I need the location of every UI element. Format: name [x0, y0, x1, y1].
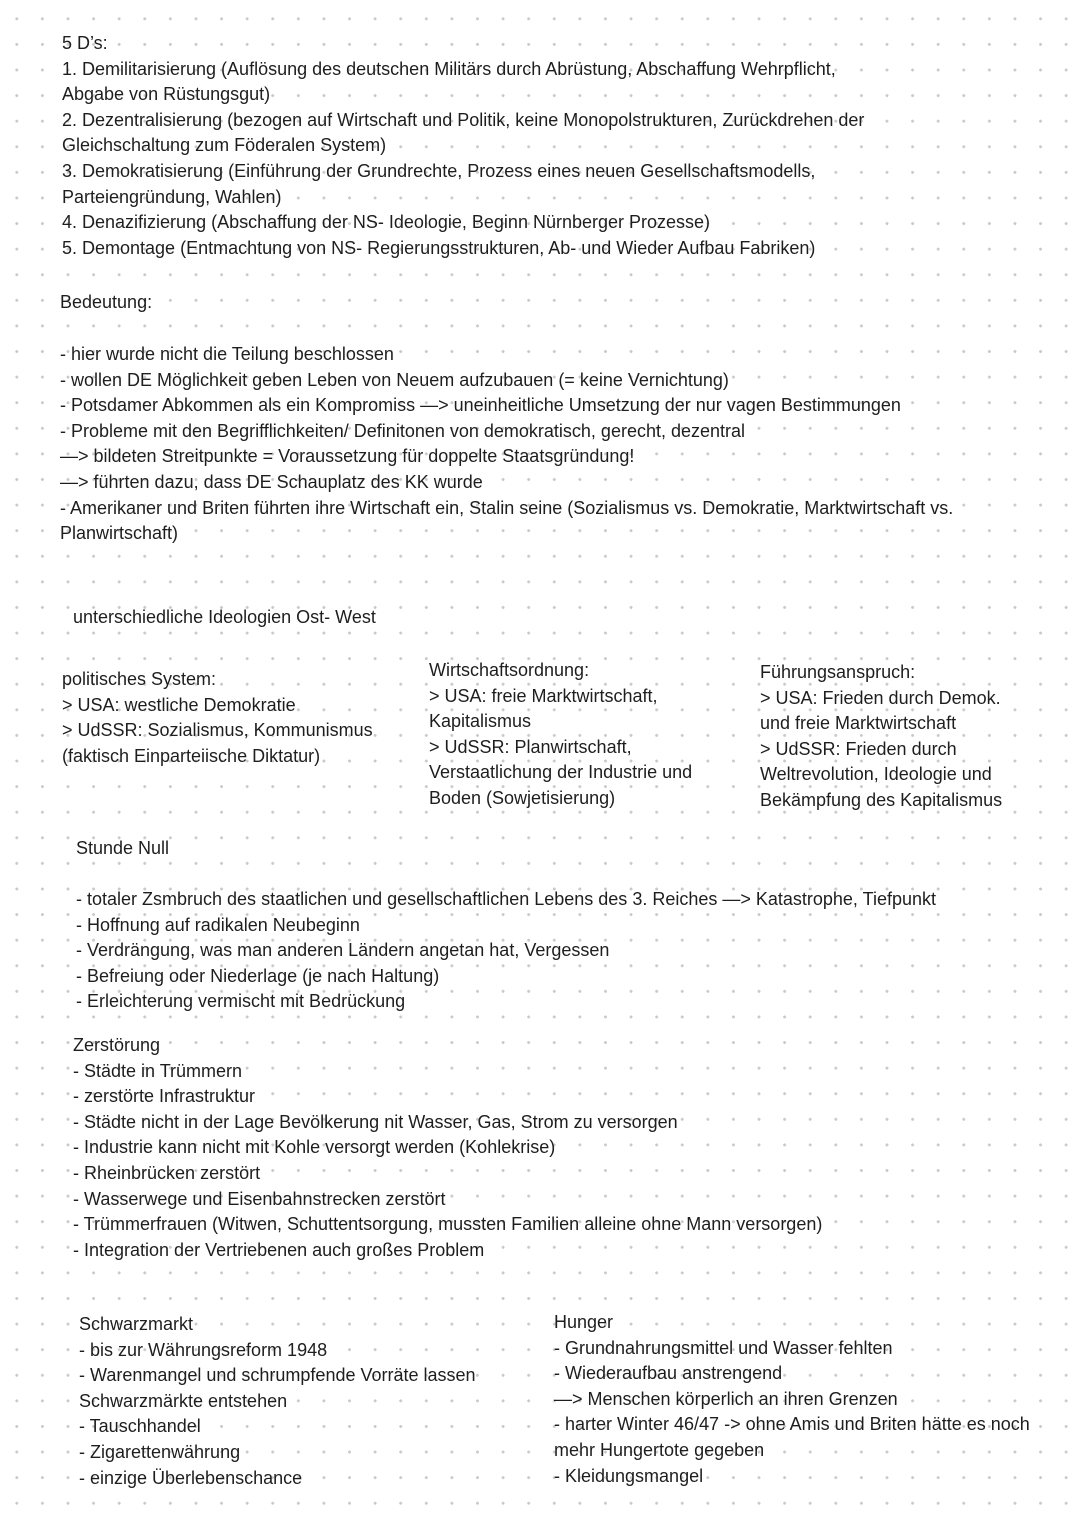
zerstoerung-line: - Rheinbrücken zerstört	[73, 1162, 261, 1183]
five-ds-line: 3. Demokratisierung (Einführung der Grundrechte, Prozess eines neuen Gesellschaftsmodells,	[62, 160, 816, 181]
zerstoerung-line: - Wasserwege und Eisenbahnstrecken zerstört	[73, 1188, 446, 1209]
schwarzmarkt-section	[79, 1312, 476, 1491]
five-ds-line: 2. Dezentralisierung (bezogen auf Wirtschaft und Politik, keine Monopolstrukturen, Zurückdrehen der	[62, 109, 865, 130]
wirtschaft-line: Kapitalismus	[429, 711, 532, 732]
five-ds-line: 5. Demontage (Entmachtung von NS- Regierungsstrukturen, Ab- und Wieder Aufbau Fabriken)	[62, 237, 816, 258]
fuehrung-line: Bekämpfung des Kapitalismus	[760, 789, 1003, 810]
five-ds-line: Parteiengründung, Wahlen)	[62, 186, 282, 207]
hunger-line: mehr Hungertote gegeben	[554, 1439, 765, 1460]
ideologien-title: unterschiedliche Ideologien Ost- West	[73, 607, 376, 627]
schwarzmarkt-line: - Zigarettenwährung	[79, 1441, 241, 1462]
zerstoerung-title: Zerstörung	[73, 1035, 161, 1055]
politisch-line: > USA: westliche Demokratie	[62, 694, 296, 715]
zerstoerung-line: - Industrie kann nicht mit Kohle versorgt werden (Kohlekrise)	[73, 1137, 556, 1158]
hunger-line: - harter Winter 46/47 -> ohne Amis und Briten hätte es noch	[554, 1414, 1030, 1435]
schwarzmarkt-line: - bis zur Währungsreform 1948	[79, 1339, 328, 1360]
bedeutung-line: - hier wurde nicht die Teilung beschlossen	[60, 344, 394, 364]
schwarzmarkt-line: Schwarzmärkte entstehen	[79, 1390, 288, 1411]
fuehrung-line: > USA: Frieden durch Demok.	[760, 687, 1001, 708]
schwarzmarkt-line: - Warenmangel und schrumpfende Vorräte lassen	[79, 1365, 476, 1386]
bedeutung-list	[60, 342, 953, 547]
stunde-null-title: Stunde Null	[76, 838, 170, 858]
stunde-null-line: - Verdrängung, was man anderen Ländern angetan hat, Vergessen	[76, 940, 610, 961]
bedeutung-line: - wollen DE Möglichkeit geben Leben von Neuem aufzubauen (= keine Vernichtung)	[60, 369, 729, 390]
wirtschaft-line: > UdSSR: Planwirtschaft,	[429, 736, 632, 757]
ideologien-politisch	[62, 667, 373, 769]
hunger-line: - Grundnahrungsmittel und Wasser fehlten	[554, 1337, 893, 1358]
zerstoerung-line: - Integration der Vertriebenen auch großes Problem	[73, 1239, 485, 1260]
stunde-null-list	[76, 887, 936, 1015]
five-ds-line: 4. Denazifizierung (Abschaffung der NS- Ideologie, Beginn Nürnberger Prozesse)	[62, 212, 711, 233]
zerstoerung-section	[73, 1033, 822, 1263]
bedeutung-line: —> bildeten Streitpunkte = Voraussetzung für doppelte Staatsgründung!	[60, 446, 635, 467]
fuehrung-line: > UdSSR: Frieden durch	[760, 738, 957, 759]
schwarzmarkt-line: - Tauschhandel	[79, 1416, 201, 1437]
bedeutung-line: - Probleme mit den Begrifflichkeiten/ Definitonen von demokratisch, gerecht, dezentral	[60, 420, 746, 441]
bedeutung-title: Bedeutung:	[60, 292, 153, 312]
politisch-line: (faktisch Einparteiische Diktatur)	[62, 745, 321, 766]
wirtschaft-line: > USA: freie Marktwirtschaft,	[429, 685, 658, 706]
fuehrung-line: Weltrevolution, Ideologie und	[760, 764, 992, 785]
stunde-null-line: - Befreiung oder Niederlage (je nach Haltung)	[76, 965, 440, 986]
bedeutung-section	[60, 290, 152, 316]
zerstoerung-line: - Trümmerfrauen (Witwen, Schuttentsorgung, mussten Familien alleine ohne Mann versorgen)	[73, 1214, 823, 1235]
bedeutung-line: - Potsdamer Abkommen als ein Kompromiss —> uneinheitliche Umsetzung der nur vagen Bestimmungen	[60, 395, 901, 416]
ideologien-wirtschaft	[429, 658, 692, 812]
stunde-null-line: - Hoffnung auf radikalen Neubeginn	[76, 914, 360, 935]
hunger-section	[554, 1310, 1030, 1489]
zerstoerung-line: - Städte in Trümmern	[73, 1060, 243, 1081]
fuehrung-line: Führungsanspruch:	[760, 662, 916, 682]
wirtschaft-line: Verstaatlichung der Industrie und	[429, 762, 693, 783]
zerstoerung-line: - Städte nicht in der Lage Bevölkerung nit Wasser, Gas, Strom zu versorgen	[73, 1111, 678, 1132]
schwarzmarkt-title: Schwarzmarkt	[79, 1314, 194, 1334]
five-ds-line: Gleichschaltung zum Föderalen System)	[62, 135, 387, 156]
five-ds-line: 1. Demilitarisierung (Auflösung des deutschen Militärs durch Abrüstung, Abschaffung Wehrpflicht,	[62, 58, 836, 79]
politisch-line: politisches System:	[62, 669, 217, 689]
five-ds-section	[62, 31, 864, 261]
stunde-null-line: - totaler Zsmbruch des staatlichen und gesellschaftlichen Lebens des 3. Reiches —> Katastrophe, Tiefpunkt	[76, 889, 936, 909]
fuehrung-line: und freie Marktwirtschaft	[760, 713, 957, 734]
stunde-null-line: - Erleichterung vermischt mit Bedrückung	[76, 991, 406, 1012]
hunger-line: - Kleidungsmangel	[554, 1465, 704, 1486]
schwarzmarkt-line: - einzige Überlebenschance	[79, 1467, 303, 1488]
stunde-null-title-block	[76, 836, 169, 862]
hunger-line: —> Menschen körperlich an ihren Grenzen	[554, 1388, 898, 1409]
bedeutung-line: - Amerikaner und Briten führten ihre Wirtschaft ein, Stalin seine (Sozialismus vs. Demokratie, Marktwirtschaft vs.	[60, 497, 954, 518]
wirtschaft-line: Boden (Sowjetisierung)	[429, 787, 616, 808]
hunger-line: - Wiederaufbau anstrengend	[554, 1363, 783, 1384]
politisch-line: > UdSSR: Sozialismus, Kommunismus	[62, 720, 373, 741]
five-ds-title: 5 D’s:	[62, 33, 108, 53]
hunger-title: Hunger	[554, 1312, 614, 1332]
five-ds-line: Abgabe von Rüstungsgut)	[62, 84, 271, 105]
ideologien-fuehrung	[760, 660, 1002, 814]
wirtschaft-line: Wirtschaftsordnung:	[429, 660, 590, 680]
zerstoerung-line: - zerstörte Infrastruktur	[73, 1086, 256, 1107]
bedeutung-line: —> führten dazu, dass DE Schauplatz des KK wurde	[60, 471, 483, 492]
ideologien-title-block	[73, 605, 376, 631]
bedeutung-line: Planwirtschaft)	[60, 523, 179, 544]
